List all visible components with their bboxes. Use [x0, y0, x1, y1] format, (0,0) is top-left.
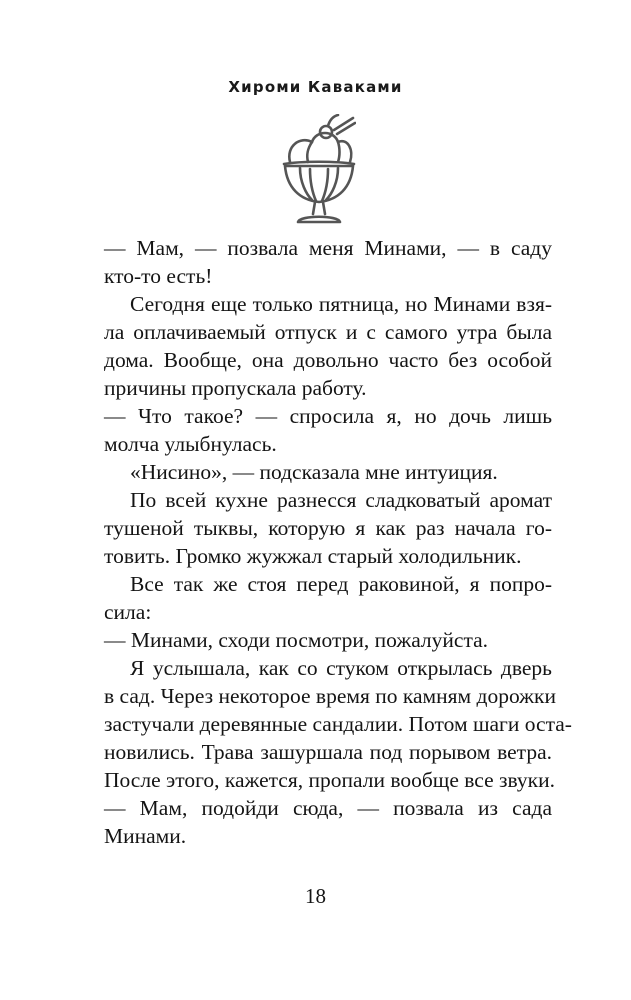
- text-line: — Минами, сходи посмотри, пожалуйста.: [104, 628, 489, 652]
- text-line: Сегодня еще только пятница, но Минами взя-: [130, 292, 552, 316]
- text-line: — Что такое? — спросила я, но дочь лишь: [104, 404, 552, 428]
- text-line: — Мам, подойди сюда, — позвала из сада: [104, 796, 552, 820]
- text-line: новились. Трава зашуршала под порывом ветра.: [104, 740, 552, 764]
- text-line: дома. Вообще, она довольно часто без особой: [104, 348, 552, 372]
- text-line: причины пропускала работу.: [104, 376, 367, 400]
- text-line: товить. Громко жужжал старый холодильник.: [104, 544, 522, 568]
- text-line: Я услышала, как со стуком открылась дверь: [130, 656, 552, 680]
- ice-cream-sundae-icon: [282, 114, 356, 228]
- page-number: 18: [305, 884, 326, 908]
- text-line: «Нисино», — подсказала мне интуиция.: [130, 460, 498, 484]
- text-line: По всей кухне разнесся сладковатый аромат: [130, 488, 552, 512]
- text-line: кто-то есть!: [104, 264, 213, 288]
- running-header-author: Хироми Каваками: [228, 78, 403, 96]
- text-line: Все так же стоя перед раковиной, я попро-: [130, 572, 552, 596]
- text-line: ла оплачиваемый отпуск и с самого утра была: [104, 320, 552, 344]
- text-line: После этого, кажется, пропали вообще все звуки.: [104, 768, 555, 792]
- text-line: сила:: [104, 600, 152, 624]
- text-line: тушеной тыквы, которую я как раз начала го-: [104, 516, 552, 540]
- text-line: застучали деревянные сандалии. Потом шаги оста-: [104, 712, 572, 736]
- text-line: — Мам, — позвала меня Минами, — в саду: [104, 236, 552, 260]
- text-line: в сад. Через некоторое время по камням дорожки: [104, 684, 556, 708]
- text-line: молча улыбнулась.: [104, 432, 277, 456]
- text-line: Минами.: [104, 824, 187, 848]
